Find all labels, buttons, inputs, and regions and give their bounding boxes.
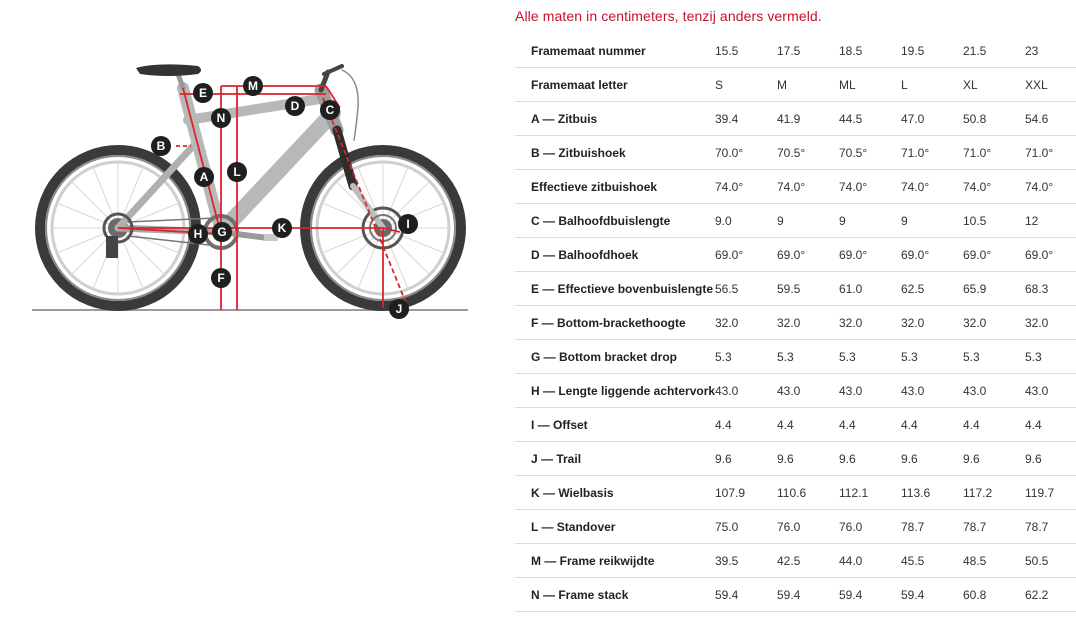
table-cell: 9	[777, 204, 839, 238]
geometry-table-body	[515, 34, 1076, 612]
table-cell: 9	[839, 204, 901, 238]
marker-c	[320, 100, 340, 120]
table-cell: XL	[963, 68, 1025, 102]
marker-a	[194, 167, 214, 187]
table-cell: 59.4	[839, 578, 901, 612]
table-cell: M	[777, 68, 839, 102]
table-row	[515, 510, 1076, 544]
table-row	[515, 68, 1076, 102]
table-cell: 56.5	[715, 272, 777, 306]
table-cell: 71.0°	[1025, 136, 1076, 170]
table-cell: 42.5	[777, 544, 839, 578]
svg-text:C: C	[325, 103, 335, 117]
table-cell: ML	[839, 68, 901, 102]
table-cell: 78.7	[963, 510, 1025, 544]
svg-text:N: N	[216, 111, 226, 125]
table-cell: 4.4	[901, 408, 963, 442]
marker-b	[151, 136, 171, 156]
table-cell: 32.0	[777, 306, 839, 340]
bike-geometry-diagram	[28, 58, 474, 328]
table-row	[515, 204, 1076, 238]
table-cell: 71.0°	[963, 136, 1025, 170]
table-row	[515, 34, 1076, 68]
table-cell: 9	[901, 204, 963, 238]
table-cell: 47.0	[901, 102, 963, 136]
table-cell: 44.5	[839, 102, 901, 136]
table-cell: 107.9	[715, 476, 777, 510]
table-cell: 68.3	[1025, 272, 1076, 306]
marker-n	[211, 108, 231, 128]
table-row	[515, 170, 1076, 204]
table-cell: 44.0	[839, 544, 901, 578]
table-cell: 76.0	[839, 510, 901, 544]
table-cell: 19.5	[901, 34, 963, 68]
table-cell: 50.5	[1025, 544, 1076, 578]
table-cell: 59.4	[715, 578, 777, 612]
table-cell: 74.0°	[901, 170, 963, 204]
svg-text:I: I	[406, 217, 410, 231]
table-cell: 74.0°	[715, 170, 777, 204]
table-cell: 76.0	[777, 510, 839, 544]
table-cell: 9.6	[963, 442, 1025, 476]
marker-i	[398, 214, 418, 234]
svg-text:B: B	[156, 139, 166, 153]
marker-j	[389, 299, 409, 319]
table-cell: 39.4	[715, 102, 777, 136]
row-label: H — Lengte liggende achtervork	[515, 374, 715, 408]
table-cell: 18.5	[839, 34, 901, 68]
table-cell: 70.5°	[839, 136, 901, 170]
row-label: B — Zitbuishoek	[515, 136, 715, 170]
table-cell: 59.4	[901, 578, 963, 612]
geometry-table	[515, 34, 1076, 612]
table-row	[515, 340, 1076, 374]
table-cell: 48.5	[963, 544, 1025, 578]
row-label: L — Standover	[515, 510, 715, 544]
table-cell: 62.5	[901, 272, 963, 306]
marker-h	[188, 224, 208, 244]
table-cell: 70.5°	[777, 136, 839, 170]
table-cell: 17.5	[777, 34, 839, 68]
table-cell: 4.4	[1025, 408, 1076, 442]
table-cell: 15.5	[715, 34, 777, 68]
row-label: F — Bottom-brackethoogte	[515, 306, 715, 340]
table-cell: 4.4	[839, 408, 901, 442]
table-cell: 5.3	[963, 340, 1025, 374]
row-label: E — Effectieve bovenbuislengte	[515, 272, 715, 306]
table-cell: 75.0	[715, 510, 777, 544]
table-cell: 4.4	[963, 408, 1025, 442]
table-row	[515, 374, 1076, 408]
table-cell: 23	[1025, 34, 1076, 68]
table-cell: 74.0°	[1025, 170, 1076, 204]
table-row	[515, 306, 1076, 340]
table-row	[515, 272, 1076, 306]
svg-text:J: J	[395, 302, 403, 316]
table-row	[515, 102, 1076, 136]
table-cell: 9.6	[777, 442, 839, 476]
table-cell: 69.0°	[1025, 238, 1076, 272]
table-cell: 5.3	[1025, 340, 1076, 374]
table-cell: 9.0	[715, 204, 777, 238]
table-cell: 112.1	[839, 476, 901, 510]
table-row	[515, 578, 1076, 612]
table-cell: 43.0	[963, 374, 1025, 408]
table-row	[515, 442, 1076, 476]
table-row	[515, 408, 1076, 442]
table-cell: 9.6	[715, 442, 777, 476]
table-cell: 59.4	[777, 578, 839, 612]
table-cell: 4.4	[715, 408, 777, 442]
marker-l	[227, 162, 247, 182]
marker-g	[212, 222, 232, 242]
row-label: J — Trail	[515, 442, 715, 476]
table-cell: 9.6	[1025, 442, 1076, 476]
svg-text:K: K	[277, 221, 287, 235]
table-cell: S	[715, 68, 777, 102]
table-cell: 32.0	[839, 306, 901, 340]
table-cell: 43.0	[777, 374, 839, 408]
table-cell: 74.0°	[963, 170, 1025, 204]
table-cell: 62.2	[1025, 578, 1076, 612]
table-row	[515, 136, 1076, 170]
row-label: Framemaat letter	[515, 68, 715, 102]
table-cell: 69.0°	[963, 238, 1025, 272]
marker-e	[193, 83, 213, 103]
table-cell: 61.0	[839, 272, 901, 306]
table-cell: 65.9	[963, 272, 1025, 306]
table-cell: 43.0	[839, 374, 901, 408]
svg-text:A: A	[199, 170, 209, 184]
table-cell: 10.5	[963, 204, 1025, 238]
table-cell: 9.6	[839, 442, 901, 476]
row-label: G — Bottom bracket drop	[515, 340, 715, 374]
table-cell: 74.0°	[839, 170, 901, 204]
table-cell: 117.2	[963, 476, 1025, 510]
marker-f	[211, 268, 231, 288]
table-cell: 5.3	[777, 340, 839, 374]
table-cell: 39.5	[715, 544, 777, 578]
units-note: Alle maten in centimeters, tenzij anders vermeld.	[515, 8, 822, 24]
row-label: Effectieve zitbuishoek	[515, 170, 715, 204]
table-cell: 69.0°	[839, 238, 901, 272]
table-cell: 5.3	[901, 340, 963, 374]
table-cell: 5.3	[839, 340, 901, 374]
table-cell: 45.5	[901, 544, 963, 578]
marker-k	[272, 218, 292, 238]
marker-d	[285, 96, 305, 116]
table-cell: 113.6	[901, 476, 963, 510]
table-cell: 78.7	[901, 510, 963, 544]
table-cell: 43.0	[1025, 374, 1076, 408]
table-row	[515, 544, 1076, 578]
row-label: K — Wielbasis	[515, 476, 715, 510]
svg-text:H: H	[193, 227, 203, 241]
row-label: C — Balhoofdbuislengte	[515, 204, 715, 238]
marker-m	[243, 76, 263, 96]
svg-text:M: M	[248, 79, 258, 93]
row-label: M — Frame reikwijdte	[515, 544, 715, 578]
table-cell: 4.4	[777, 408, 839, 442]
table-cell: 12	[1025, 204, 1076, 238]
table-cell: 74.0°	[777, 170, 839, 204]
table-cell: 110.6	[777, 476, 839, 510]
table-cell: 43.0	[901, 374, 963, 408]
table-row	[515, 238, 1076, 272]
table-cell: 50.8	[963, 102, 1025, 136]
row-label: I — Offset	[515, 408, 715, 442]
table-cell: 32.0	[715, 306, 777, 340]
table-cell: 5.3	[715, 340, 777, 374]
table-cell: 69.0°	[777, 238, 839, 272]
table-cell: 59.5	[777, 272, 839, 306]
table-cell: 32.0	[901, 306, 963, 340]
table-cell: XXL	[1025, 68, 1076, 102]
table-cell: 71.0°	[901, 136, 963, 170]
table-cell: 43.0	[715, 374, 777, 408]
row-label: D — Balhoofdhoek	[515, 238, 715, 272]
svg-text:G: G	[217, 225, 227, 239]
table-cell: 78.7	[1025, 510, 1076, 544]
row-label: Framemaat nummer	[515, 34, 715, 68]
table-row	[515, 476, 1076, 510]
table-cell: 54.6	[1025, 102, 1076, 136]
row-label: N — Frame stack	[515, 578, 715, 612]
table-cell: 119.7	[1025, 476, 1076, 510]
table-cell: 9.6	[901, 442, 963, 476]
table-cell: 69.0°	[715, 238, 777, 272]
table-cell: 69.0°	[901, 238, 963, 272]
table-cell: 70.0°	[715, 136, 777, 170]
table-cell: 21.5	[963, 34, 1025, 68]
svg-text:D: D	[290, 99, 300, 113]
row-label: A — Zitbuis	[515, 102, 715, 136]
table-cell: 60.8	[963, 578, 1025, 612]
svg-text:F: F	[217, 271, 225, 285]
table-cell: 32.0	[1025, 306, 1076, 340]
table-cell: L	[901, 68, 963, 102]
svg-text:L: L	[233, 165, 241, 179]
table-cell: 41.9	[777, 102, 839, 136]
svg-text:E: E	[198, 86, 208, 100]
table-cell: 32.0	[963, 306, 1025, 340]
